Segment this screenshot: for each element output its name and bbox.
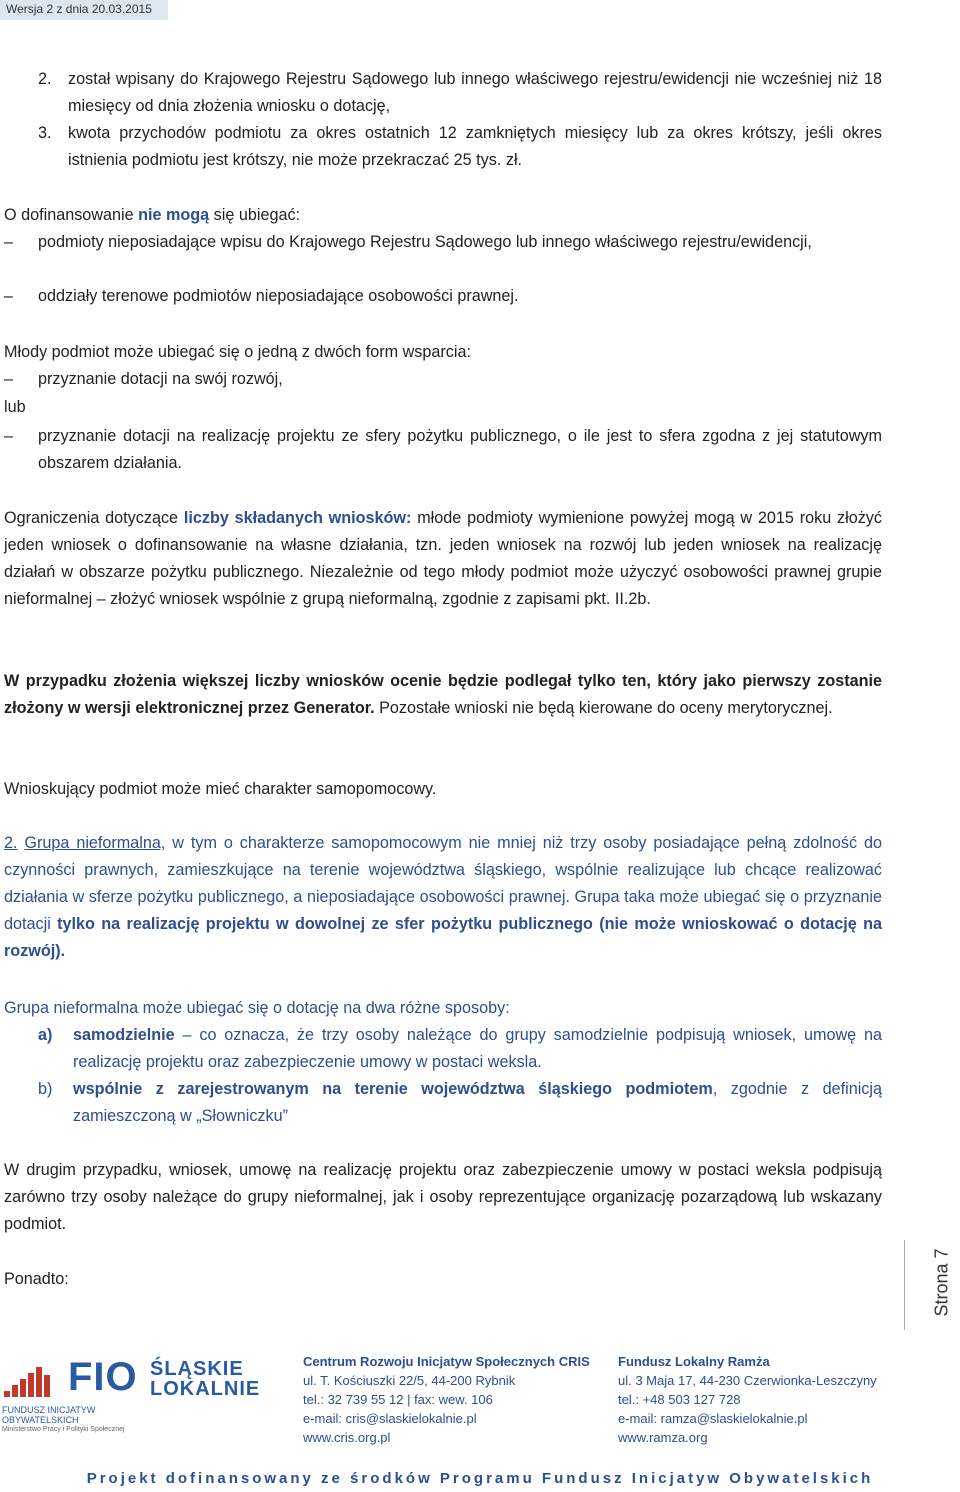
excluded-item-text: podmioty nieposiadające wpisu do Krajowego Rejestru Sądowego lub innego właściwego rejestru/ewidencji, xyxy=(38,233,812,251)
fio-sub-line: FUNDUSZ INICJATYW OBYWATELSKICH xyxy=(2,1405,96,1425)
cris-address: ul. T. Kościuszki 22/5, 44-200 Rybnik xyxy=(303,1373,516,1388)
support-item xyxy=(4,366,882,393)
fio-logo-text: FIO xyxy=(68,1355,138,1399)
slaskie-lokalnie-logo xyxy=(150,1359,260,1399)
second-case-paragraph: W drugim przypadku, wniosek, umowę na realizację projektu oraz zabezpieczenie umowy w postaci weksla podpisują zarówno trzy osoby należące do grupy nieformalnej, jak i osoby reprezentujące organizację pozarządową lub wskazany podmiot. xyxy=(4,1161,882,1233)
excluded-intro-bold: nie mogą xyxy=(138,206,210,224)
page-number-label: Strona 7 xyxy=(931,1248,952,1317)
criterion-item xyxy=(38,66,882,120)
page-number-rule xyxy=(904,1240,905,1330)
criterion-text: kwota przychodów podmiotu za okres ostatnich 12 zamkniętych miesięcy lub za okres krótszy, jeśli okres istnienia podmiotu jest krótszy, nie może przekraczać 25 tys. zł. xyxy=(68,124,882,169)
excluded-item xyxy=(4,283,882,310)
criterion-number: 2. xyxy=(38,70,52,88)
criterion-text: został wpisany do Krajowego Rejestru Sądowego lub innego właściwego rejestru/ewidencji nie wcześniej niż 18 miesięcy od dnia złożenia wniosku o dotację, xyxy=(68,70,882,115)
support-intro: Młody podmiot może ubiegać się o jedną z dwóch form wsparcia: xyxy=(4,343,471,361)
way-a-text: – co oznacza, że trzy osoby należące do grupy samodzielnie podpisują wniosek, umowę na realizację projektu oraz zabezpieczenie umowy w postaci weksla. xyxy=(73,1026,882,1071)
ways-intro: Grupa nieformalna może ubiegać się o dotację na dwa różne sposoby: xyxy=(4,999,510,1017)
ramza-email[interactable]: e-mail: ramza@slaskielokalnie.pl xyxy=(618,1411,808,1426)
version-label: Wersja 2 z dnia 20.03.2015 xyxy=(6,2,152,16)
excluded-item xyxy=(4,229,882,256)
limits-paragraph xyxy=(4,505,882,613)
way-b-bold: wspólnie z zarejestrowanym na terenie województwa śląskiego podmiotem xyxy=(73,1080,713,1098)
way-b-label: b) xyxy=(38,1080,53,1098)
footer-logos xyxy=(0,1345,290,1435)
fio-ministry-line: Ministerstwo Pracy i Polityki Społecznej xyxy=(2,1426,125,1433)
ramza-phone: tel.: +48 503 127 728 xyxy=(618,1392,741,1407)
support-or: lub xyxy=(4,398,26,416)
sl-logo-line2: LOKALNIE xyxy=(150,1378,261,1400)
support-item-text: przyznanie dotacji na swój rozwój, xyxy=(38,370,283,388)
way-a xyxy=(38,1022,882,1076)
selfhelp-paragraph: Wnioskujący podmiot może mieć charakter samopomocowy. xyxy=(4,780,437,798)
cris-www[interactable]: www.cris.org.pl xyxy=(303,1430,391,1445)
dash-bullet: – xyxy=(4,233,14,251)
way-b-text: , zgodnie z definicją zamieszczoną w „Słowniczku” xyxy=(73,1080,882,1125)
multiple-paragraph xyxy=(4,668,882,722)
dash-bullet: – xyxy=(4,370,14,388)
page-number xyxy=(928,1250,958,1320)
informal-bold: tylko na realizację projektu w dowolnej ze sfer pożytku publicznego (nie może wnioskować o dotację na rozwój). xyxy=(4,915,882,960)
informal-title: Grupa nieformalna, xyxy=(24,834,166,852)
footer-project-note: Projekt dofinansowany ze środków Programu Fundusz Inicjatyw Obywatelskich xyxy=(86,1470,874,1487)
multiple-bold: W przypadku złożenia większej liczby wniosków ocenie będzie podlegał tylko ten, który jako pierwszy zostanie złożony w wersji elektronicznej przez Generator. xyxy=(4,672,882,717)
excluded-intro-a: O dofinansowanie xyxy=(4,206,139,224)
criterion-number: 3. xyxy=(38,124,52,142)
fio-logo-subtitle xyxy=(2,1405,132,1435)
criterion-item xyxy=(38,120,882,174)
cris-email[interactable]: e-mail: cris@slaskielokalnie.pl xyxy=(303,1411,477,1426)
fio-dots-icon xyxy=(4,1361,60,1401)
informal-text: w tym o charakterze samopomocowym nie mniej niż trzy osoby posiadające pełną zdolność do czynności prawnych, zamieszkujące na terenie województwa śląskiego, wspólnie realizujące lub chcące realizować działania w sferze pożytku publicznego, a nieposiadające osobowości prawnej. Grupa taka może ubiegać się o przyznanie dotacji xyxy=(4,834,882,933)
cris-name: Centrum Rozwoju Inicjatyw Społecznych CRIS xyxy=(303,1354,590,1369)
version-bar xyxy=(0,0,168,20)
footer-ramza xyxy=(618,1352,877,1447)
excluded-intro-c: się ubiegać: xyxy=(209,206,301,224)
excluded-intro xyxy=(4,202,882,229)
limits-bold: liczby składanych wniosków: xyxy=(183,509,412,527)
informal-paragraph xyxy=(4,830,882,965)
limits-a: Ograniczenia dotyczące xyxy=(4,509,184,527)
limits-c: młode podmioty wymienione powyżej mogą w 2015 roku złożyć jeden wniosek o dofinansowanie na własne działania, tzn. jeden wniosek na rozwój lub jeden wniosek na realizację działań w obszarze pożytku publicznego. Niezależnie od tego młody podmiot może użyczyć osobowości prawnej grupie nieformalnej – złożyć wniosek wspólnie z grupą nieformalną, zgodnie z zapisami pkt. II.2b. xyxy=(4,509,882,608)
dash-bullet: – xyxy=(4,287,14,305)
ponadto-label: Ponadto: xyxy=(4,1270,69,1288)
ramza-name: Fundusz Lokalny Ramża xyxy=(618,1354,770,1369)
excluded-item-text: oddziały terenowe podmiotów nieposiadające osobowości prawnej. xyxy=(38,287,519,305)
ramza-address: ul. 3 Maja 17, 44-230 Czerwionka-Leszczyny xyxy=(618,1373,877,1388)
informal-number: 2. xyxy=(4,834,18,852)
sl-logo-line1: ŚLĄSKIE xyxy=(150,1358,244,1380)
way-b xyxy=(38,1076,882,1130)
dash-bullet: – xyxy=(4,427,14,445)
cris-phone: tel.: 32 739 55 12 | fax: wew. 106 xyxy=(303,1392,493,1407)
way-a-bold: samodzielnie xyxy=(73,1026,175,1044)
footer-cris xyxy=(303,1352,590,1447)
fio-logo xyxy=(0,1355,138,1433)
ramza-www[interactable]: www.ramza.org xyxy=(618,1430,708,1445)
support-item-text: przyznanie dotacji na realizację projektu ze sfery pożytku publicznego, o ile jest to sfera zgodna z jej statutowym obszarem działania. xyxy=(38,427,882,472)
way-a-label: a) xyxy=(38,1026,53,1044)
support-item xyxy=(4,423,882,477)
multiple-rest: Pozostałe wnioski nie będą kierowane do oceny merytorycznej. xyxy=(374,699,833,717)
